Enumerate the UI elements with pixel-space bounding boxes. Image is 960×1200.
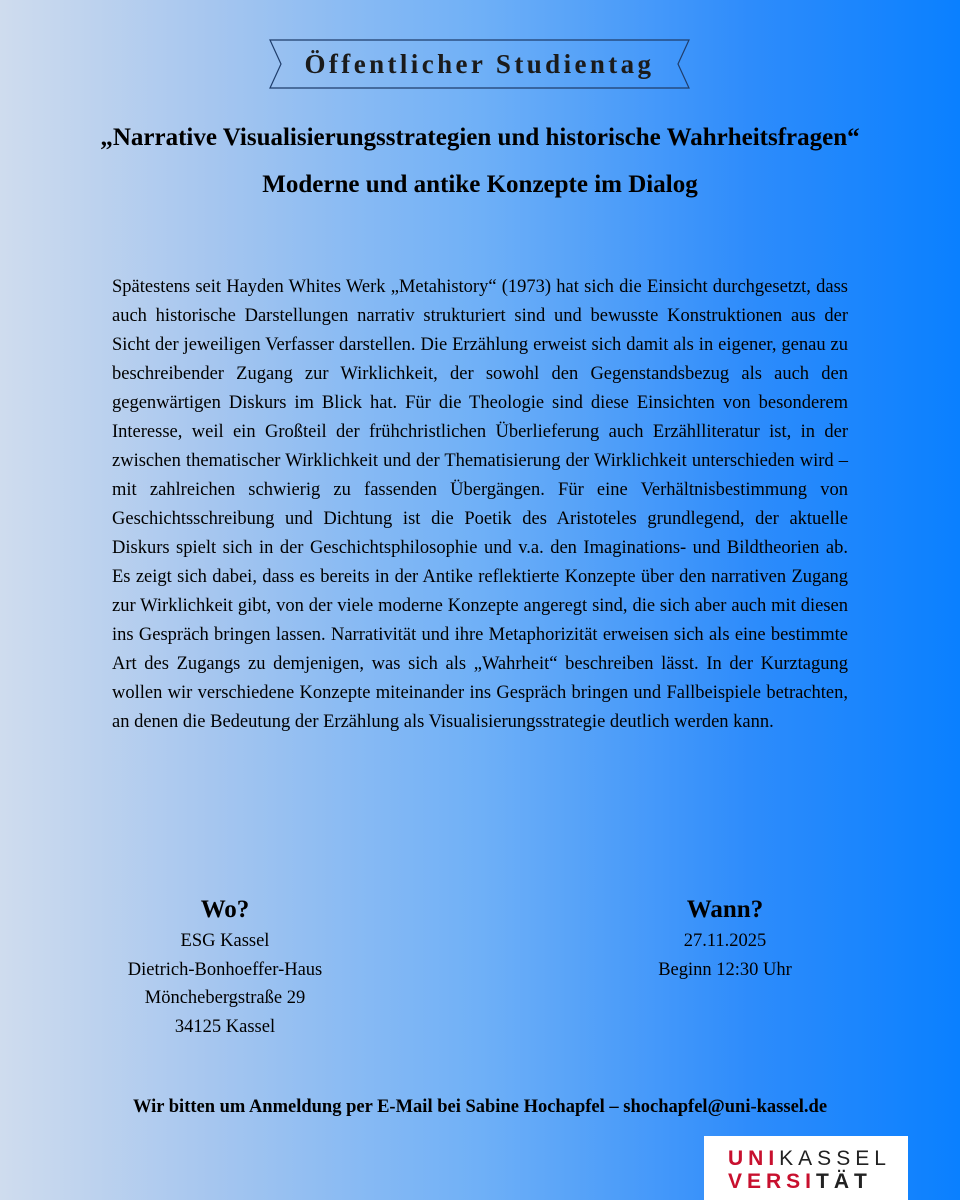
logo-row-top — [728, 1147, 891, 1171]
logo-uni-text: UNI — [728, 1147, 780, 1170]
registration-note: Wir bitten um Anmeldung per E-Mail bei Sabine Hochapfel – shochapfel@uni-kassel.de — [132, 1097, 828, 1117]
subtitle: Moderne und antike Konzepte im Dialog — [262, 171, 698, 198]
date-heading: Wann? — [686, 896, 764, 923]
logo-taet-text: TÄT — [816, 1170, 872, 1193]
location-line: Dietrich-Bonhoeffer-Haus — [127, 959, 323, 980]
date-line: 27.11.2025 — [683, 931, 767, 951]
location-line: Mönchebergstraße 29 — [144, 988, 306, 1008]
location-block — [95, 895, 355, 1041]
logo-kassel-text: KASSEL — [779, 1147, 891, 1170]
logo-row-bottom — [728, 1170, 872, 1194]
event-type-banner — [268, 39, 691, 89]
banner-text: Öffentlicher Studientag — [304, 49, 655, 79]
date-block — [595, 895, 855, 984]
location-line: ESG Kassel — [180, 931, 270, 951]
main-title: „Narrative Visualisierungsstrategien und historische Wahrheitsfragen“ — [100, 124, 860, 151]
location-heading: Wo? — [200, 896, 250, 923]
uni-kassel-logo — [704, 1136, 908, 1200]
time-line: Beginn 12:30 Uhr — [658, 959, 792, 980]
description-paragraph: Spätestens seit Hayden Whites Werk „Metahistory“ (1973) hat sich die Einsicht durchgesetzt, dass auch historische Darstellungen narrativ strukturiert sind und bewusste Konstruktionen aus der Sicht der jeweiligen Verfasser darstellen. Die Erzählung erweist sich damit als in eigener, genau zu beschreibender Zugang zur Wirklichkeit, der sowohl den Gegenstandsbezug als auch den gegenwärtigen Diskurs im Blick hat. Für die Theologie sind diese Einsichten von besonderem Interesse, weil ein Großteil der frühchristlichen Überlieferung auch Erzählliteratur ist, in der zwischen thematischer Wirklichkeit und der Thematisierung der Wirklichkeit unterschieden wird – mit zahlreichen schwierig zu fassenden Übergängen. Für eine Verhältnisbestimmung von Geschichtsschreibung und Dichtung ist die Poetik des Aristoteles grundlegend, der aktuelle Diskurs spielt sich in der Geschichtsphilosophie und v.a. den Imaginations- und Bildtheorien ab. Es zeigt sich dabei, dass es bereits in der Antike reflektierte Konzepte über den narrativen Zugang zur Wirklichkeit gibt, von der viele moderne Konzepte angeregt sind, die sich aber auch mit diesen ins Gespräch bringen lassen. Narrativität und ihre Metaphorizität erweisen sich als eine bestimmte Art des Zugangs zu demjenigen, was sich als „Wahrheit“ beschreiben lässt. In der Kurztagung wollen wir verschiedene Konzepte miteinander ins Gespräch bringen und Fallbeispiele betrachten, an denen die Bedeutung der Erzählung als Visualisierungsstrategie deutlich werden kann. — [112, 277, 848, 732]
logo-versi-text: VERSI — [728, 1170, 817, 1193]
location-line: 34125 Kassel — [174, 1016, 276, 1037]
